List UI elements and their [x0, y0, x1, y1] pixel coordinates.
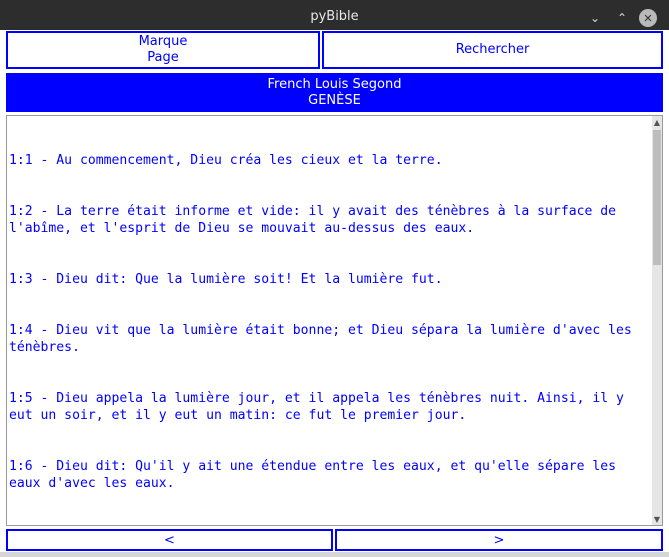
verse-text: 1:2 - La terre était informe et vide: il y avait des ténèbres à la surface de l'abîme, et l'esprit de Dieu se mouvait au-dessus des eaux.	[9, 204, 624, 236]
minimize-icon[interactable]: ⌄	[589, 11, 601, 25]
book-header	[6, 73, 663, 112]
previous-button-label: <	[164, 532, 175, 548]
scroll-up-icon[interactable]: ▲	[653, 117, 661, 127]
maximize-icon[interactable]: ⌃	[616, 11, 628, 25]
verse-text-area[interactable]	[6, 115, 663, 526]
verse-text: 1:1 - Au commencement, Dieu créa les cieux et la terre.	[9, 153, 443, 168]
next-chapter-button[interactable]	[335, 529, 663, 551]
search-button-label: Rechercher	[455, 42, 530, 57]
next-button-label: >	[493, 532, 505, 548]
search-button[interactable]	[322, 31, 663, 69]
window-title: pyBible	[310, 9, 359, 24]
previous-chapter-button[interactable]	[6, 529, 333, 551]
title-bar[interactable]	[0, 0, 669, 30]
verse-text: 1:3 - Dieu dit: Que la lumière soit! Et la lumière fut.	[9, 272, 443, 287]
scrollbar-thumb[interactable]	[653, 130, 661, 265]
bookmark-button[interactable]	[6, 31, 320, 69]
verse-text: 1:6 - Dieu dit: Qu'il y ait une étendue entre les eaux, et qu'elle sépare les eaux d'avec les eaux.	[9, 459, 624, 491]
bookmark-button-label: Marque Page	[138, 34, 188, 65]
verse-list	[9, 118, 649, 526]
verse-text: 1:5 - Dieu appela la lumière jour, et il appela les ténèbres nuit. Ainsi, il y eut un soir, et il y eut un matin: ce fut le premier jour.	[9, 391, 632, 423]
scroll-down-icon[interactable]: ▼	[653, 514, 661, 524]
bible-version-label: French Louis Segond	[267, 77, 402, 92]
vertical-scrollbar[interactable]	[652, 116, 662, 525]
background-window-strip	[0, 552, 669, 557]
book-name-label: GENÈSE	[308, 93, 361, 108]
verse-text: 1:4 - Dieu vit que la lumière était bonne; et Dieu sépara la lumière d'avec les ténèbres.	[9, 323, 640, 355]
close-icon[interactable]: ✕	[639, 9, 657, 27]
